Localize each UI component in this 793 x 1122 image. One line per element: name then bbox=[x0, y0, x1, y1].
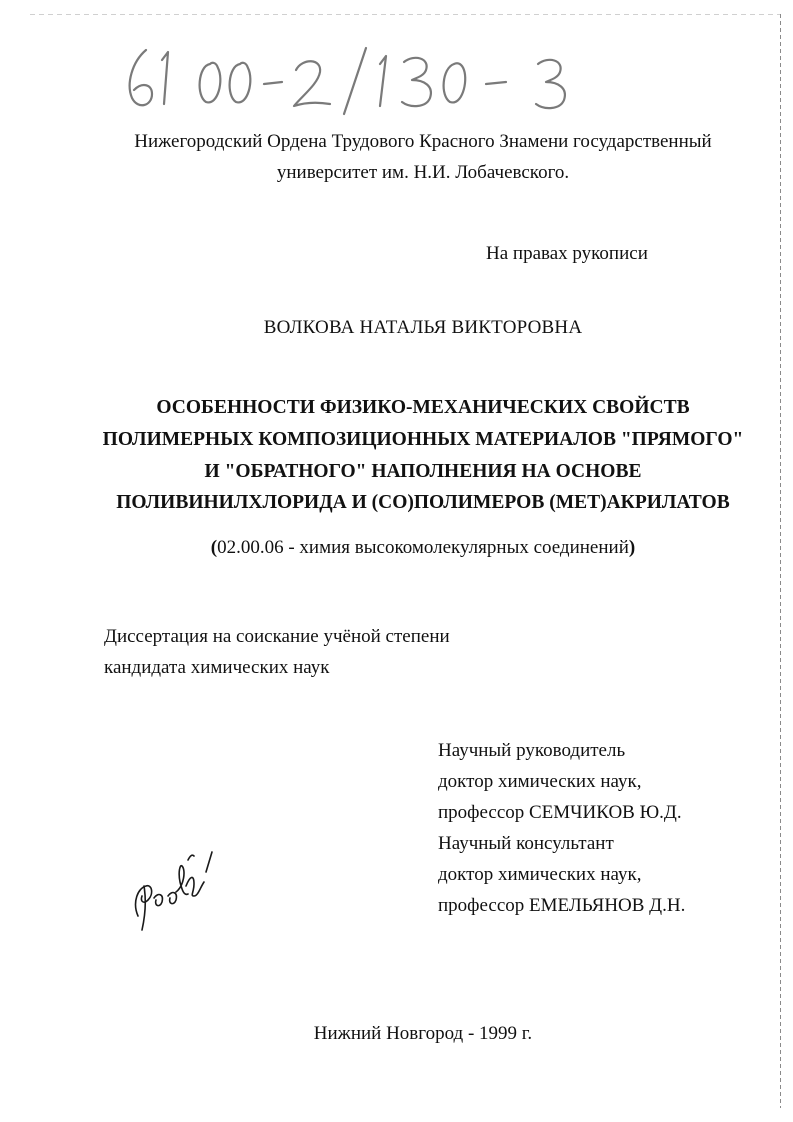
city-year: Нижний Новгород - 1999 г. bbox=[313, 1023, 533, 1044]
consultant-name: профессор ЕМЕЛЬЯНОВ Д.Н. bbox=[438, 895, 686, 916]
consultant-degree: доктор химических наук, bbox=[438, 864, 642, 885]
supervisor-role: Научный руководитель bbox=[438, 740, 626, 761]
title-line-4: ПОЛИВИНИЛХЛОРИДА И (СО)ПОЛИМЕРОВ (МЕТ)АКРИЛАТОВ bbox=[116, 492, 730, 513]
consultant-role: Научный консультант bbox=[438, 833, 614, 854]
specialty-open-paren: ( bbox=[210, 537, 218, 558]
title-line-2: ПОЛИМЕРНЫХ КОМПОЗИЦИОННЫХ МАТЕРИАЛОВ "ПРЯМОГО" bbox=[102, 429, 744, 450]
degree-line-1: Диссертация на соискание учёной степени bbox=[104, 626, 450, 647]
scan-edge-top bbox=[30, 14, 780, 15]
specialty-line bbox=[0, 537, 793, 560]
supervisor-degree: доктор химических наук, bbox=[438, 771, 642, 792]
institution-line-1: Нижегородский Ордена Трудового Красного Знамени государственный bbox=[134, 131, 712, 152]
institution-line-2: университет им. Н.И. Лобачевского. bbox=[276, 162, 570, 183]
degree-line-2: кандидата химических наук bbox=[104, 657, 330, 678]
specialty-close-paren: ) bbox=[628, 537, 636, 558]
author-name: ВОЛКОВА НАТАЛЬЯ ВИКТОРОВНА bbox=[263, 317, 583, 338]
title-line-1: ОСОБЕННОСТИ ФИЗИКО-МЕХАНИЧЕСКИХ СВОЙСТВ bbox=[156, 397, 690, 418]
supervisor-name: профессор СЕМЧИКОВ Ю.Д. bbox=[438, 802, 682, 823]
title-line-3: И "ОБРАТНОГО" НАПОЛНЕНИЯ НА ОСНОВЕ bbox=[204, 461, 642, 482]
handwritten-archive-code bbox=[118, 40, 598, 120]
specialty-text: - химия высокомолекулярных соединений bbox=[283, 537, 629, 558]
rights-note: На правах рукописи bbox=[486, 243, 648, 264]
handwritten-signature bbox=[128, 846, 228, 936]
specialty-code: 02.00.06 bbox=[217, 537, 284, 558]
